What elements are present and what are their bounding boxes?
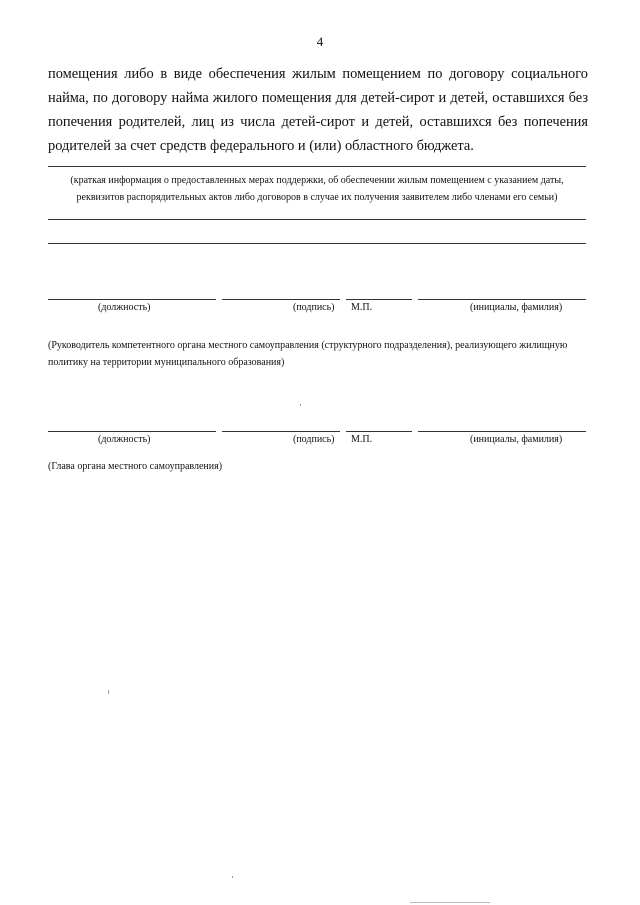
scan-speck	[108, 690, 109, 694]
signature-caption-2: (Глава органа местного самоуправления)	[48, 461, 223, 472]
stamp-line	[346, 431, 412, 432]
name-label: (инициалы, фамилия)	[470, 302, 563, 313]
name-line	[418, 431, 586, 432]
body-paragraph: помещения либо в виде обеспечения жилым помещением по договору социального найма, по договору найма жилого помещения для детей-сирот и детей, оставшихся без попечения родителей, лиц из числа детей-сирот и детей, оставшихся без попечения родителей за счет средств федерального и (или) областного бюджета.	[48, 66, 588, 154]
scan-edge-mark	[410, 902, 490, 903]
info-note-line-2: реквизитов распорядительных актов либо договоров в случае их получения заявителем либо членами его семьи)	[76, 192, 558, 203]
stamp-line	[346, 299, 412, 300]
info-fill-line-1	[48, 166, 586, 167]
signature-row-1	[48, 299, 588, 319]
position-label: (должность)	[98, 302, 151, 313]
scan-speck	[300, 404, 301, 406]
signature-line	[222, 299, 340, 300]
signature-label: (подпись)	[293, 302, 335, 313]
signature-label: (подпись)	[293, 434, 335, 445]
info-note	[48, 172, 586, 206]
info-fill-line-3	[48, 243, 586, 244]
stamp-label: М.П.	[351, 302, 373, 313]
signature-row-2	[48, 431, 588, 451]
info-fill-line-2	[48, 219, 586, 220]
name-line	[418, 299, 586, 300]
scan-speck	[232, 876, 233, 878]
position-label: (должность)	[98, 434, 151, 445]
signature-caption-1: (Руководитель компетентного органа местного самоуправления (структурного подразделения), реализующего жилищную политику на территории муниципального образования)	[48, 340, 568, 368]
name-label: (инициалы, фамилия)	[470, 434, 563, 445]
position-line	[48, 299, 216, 300]
position-line	[48, 431, 216, 432]
stamp-label: М.П.	[351, 434, 373, 445]
info-note-line-1: (краткая информация о предоставленных мерах поддержки, об обеспечении жилым помещением с указанием даты,	[70, 175, 564, 186]
page-number: 4	[316, 34, 324, 49]
signature-line	[222, 431, 340, 432]
